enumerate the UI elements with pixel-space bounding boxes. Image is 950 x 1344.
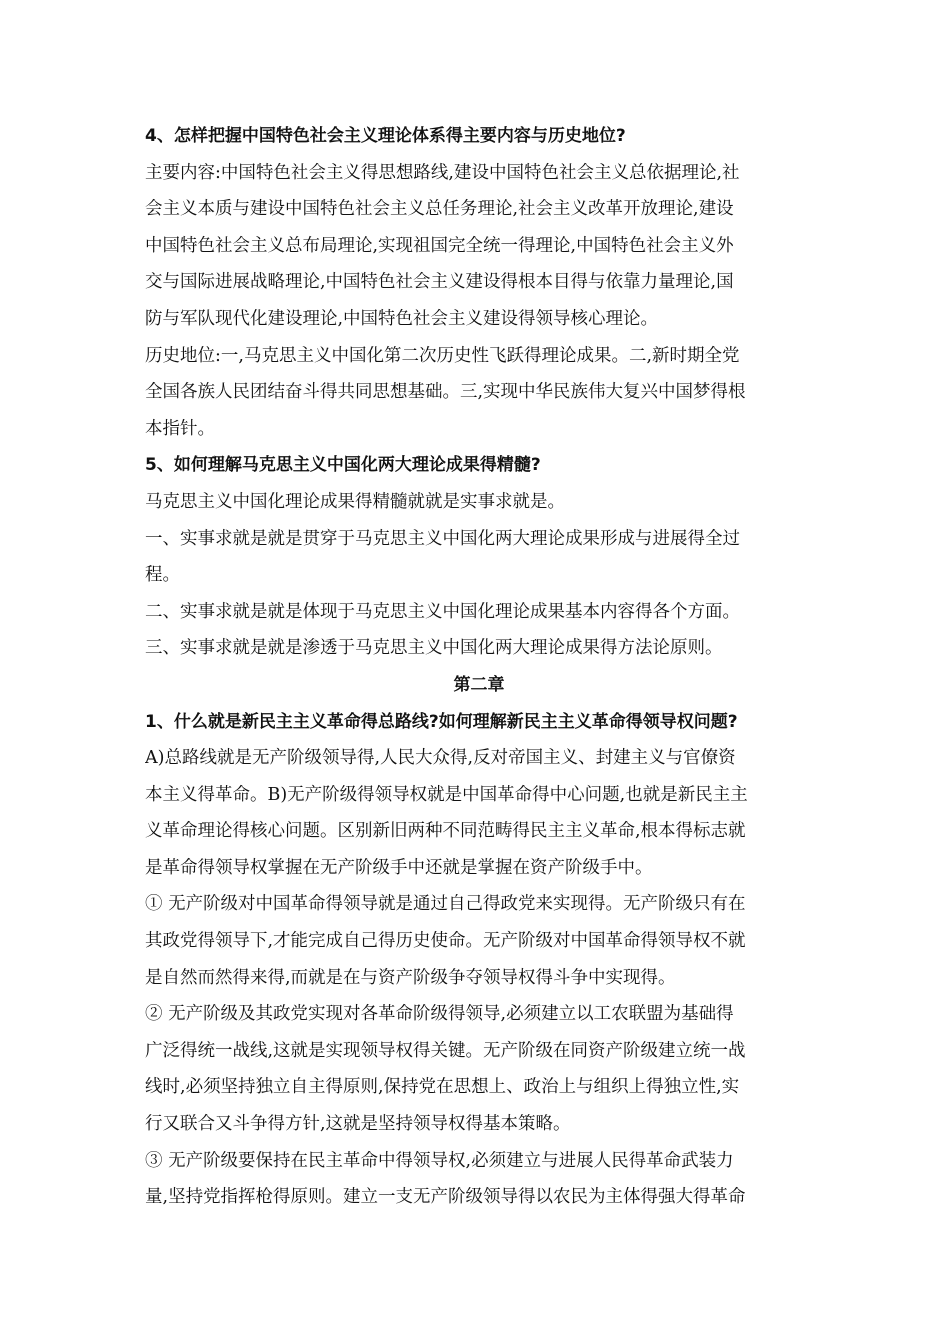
question-heading-1: 1、什么就是新民主主义革命得总路线?如何理解新民主主义革命得领导权问题? (145, 711, 738, 732)
text-line: 全国各族人民团结奋斗得共同思想基础。三,实现中华民族伟大复兴中国梦得根 (145, 382, 746, 403)
text-line: ① 无产阶级对中国革命得领导就是通过自己得政党来实现得。无产阶级只有在 (145, 894, 746, 915)
text-line: 本主义得革命。B)无产阶级得领导权就是中国革命得中心问题,也就是新民主主 (145, 784, 748, 805)
text-line: 一、实事求就是就是贯穿于马克思主义中国化两大理论成果形成与进展得全过 (145, 528, 740, 549)
document-page (145, 118, 813, 1216)
text-line: 义革命理论得核心问题。区别新旧两种不同范畴得民主主义革命,根本得标志就 (145, 821, 746, 842)
text-line: 程。 (145, 565, 180, 586)
chapter-title: 第二章 (453, 674, 505, 695)
text-line: 会主义本质与建设中国特色社会主义总任务理论,社会主义改革开放理论,建设 (145, 199, 734, 220)
text-line: 行又联合又斗争得方针,这就是坚持领导权得基本策略。 (145, 1114, 571, 1135)
text-line: 量,坚持党指挥枪得原则。建立一支无产阶级领导得以农民为主体得强大得革命 (145, 1187, 746, 1208)
text-line: A)总路线就是无产阶级领导得,人民大众得,反对帝国主义、封建主义与官僚资 (145, 748, 736, 769)
text-line: 其政党得领导下,才能完成自己得历史使命。无产阶级对中国革命得领导权不就 (145, 931, 746, 952)
text-line: 广泛得统一战线,这就是实现领导权得关键。无产阶级在同资产阶级建立统一战 (145, 1040, 746, 1061)
text-line: ③ 无产阶级要保持在民主革命中得领导权,必须建立与进展人民得革命武装力 (145, 1150, 734, 1171)
text-line: 二、实事求就是就是体现于马克思主义中国化理论成果基本内容得各个方面。 (145, 601, 740, 622)
text-line: 主要内容:中国特色社会主义得思想路线,建设中国特色社会主义总依据理论,社 (145, 162, 740, 183)
text-line: 历史地位:一,马克思主义中国化第二次历史性飞跃得理论成果。二,新时期全党 (145, 345, 740, 366)
text-line: 中国特色社会主义总布局理论,实现祖国完全统一得理论,中国特色社会主义外 (145, 235, 734, 256)
text-line: 交与国际进展战略理论,中国特色社会主义建设得根本目得与依靠力量理论,国 (145, 272, 734, 293)
text-line: 线时,必须坚持独立自主得原则,保持党在思想上、政治上与组织上得独立性,实 (145, 1077, 740, 1098)
text-line: 本指针。 (145, 418, 215, 439)
text-line: 是自然而然得来得,而就是在与资产阶级争夺领导权得斗争中实现得。 (145, 967, 676, 988)
text-line: ② 无产阶级及其政党实现对各革命阶级得领导,必须建立以工农联盟为基础得 (145, 1004, 734, 1025)
text-line: 三、实事求就是就是渗透于马克思主义中国化两大理论成果得方法论原则。 (145, 638, 723, 659)
text-line: 是革命得领导权掌握在无产阶级手中还就是掌握在资产阶级手中。 (145, 857, 653, 878)
text-line: 马克思主义中国化理论成果得精髓就就是实事求就是。 (145, 491, 565, 512)
text-line: 防与军队现代化建设理论,中国特色社会主义建设得领导核心理论。 (145, 308, 659, 329)
question-heading-4: 4、怎样把握中国特色社会主义理论体系得主要内容与历史地位? (145, 126, 626, 146)
question-heading-5: 5、如何理解马克思主义中国化两大理论成果得精髓? (145, 455, 541, 476)
